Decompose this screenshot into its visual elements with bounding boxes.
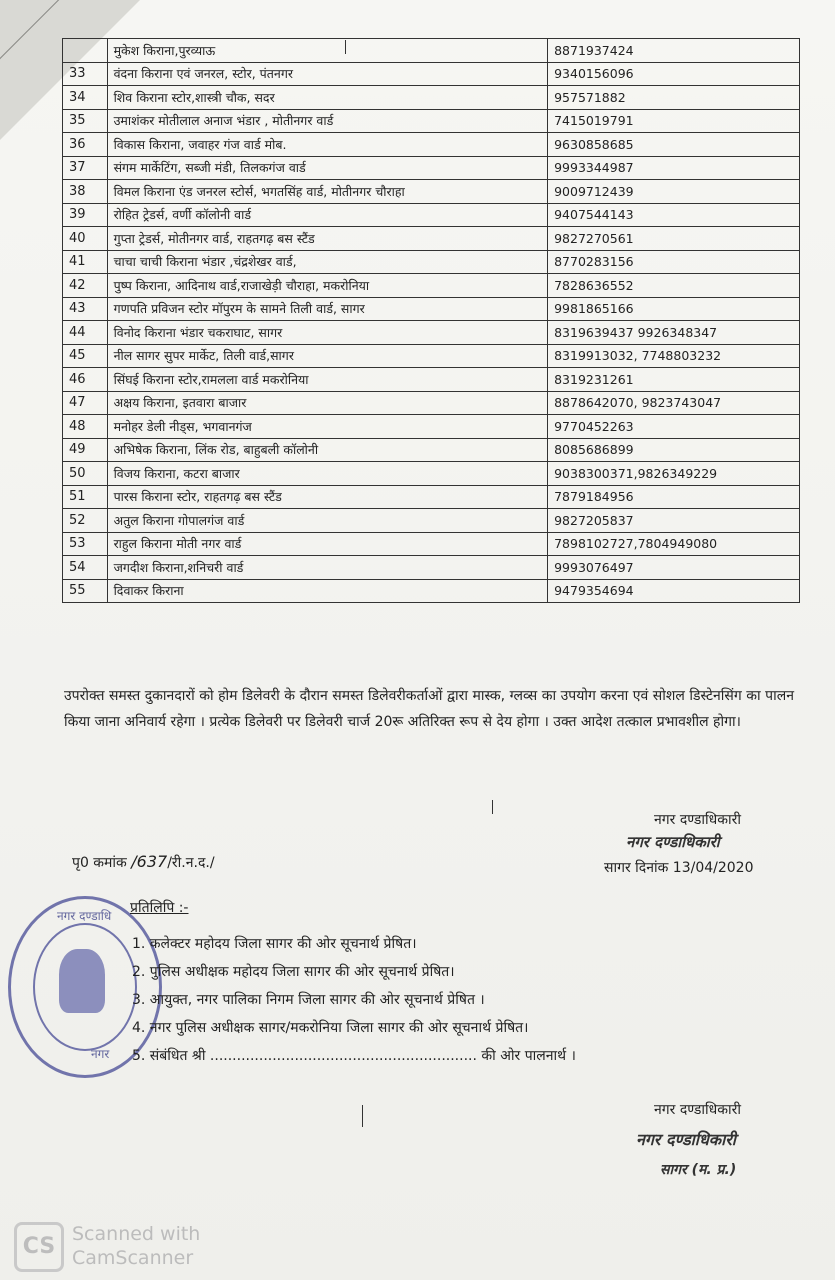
table-row (63, 62, 800, 86)
table-row (63, 274, 800, 298)
shop-name: संगम मार्केटिंग, सब्जी मंडी, तिलकगंज वार्ड (107, 156, 548, 180)
row-number: 42 (63, 274, 108, 298)
copy-to-item: 3. आयुक्त, नगर पालिका निगम जिला सागर की ओर सूचनार्थ प्रेषित । (132, 992, 485, 1008)
row-number: 35 (63, 109, 108, 133)
copy-to-item: 2. पुलिस अधीक्षक महोदय जिला सागर की ओर सूचनार्थ प्रेषित। (132, 964, 455, 980)
place-date-1: सागर दिनांक 13/04/2020 (604, 860, 754, 876)
shop-name: जगदीश किराना,शनिचरी वार्ड (107, 556, 548, 580)
shop-name: रोहित ट्रेडर्स, वर्णी कॉलोनी वार्ड (107, 203, 548, 227)
reference-number (72, 852, 215, 872)
phone-number: 8878642070, 9823743047 (548, 391, 800, 415)
table-row (63, 133, 800, 157)
row-number: 37 (63, 156, 108, 180)
phone-number: 8319639437 9926348347 (548, 321, 800, 345)
phone-number: 8770283156 (548, 250, 800, 274)
table-row (63, 156, 800, 180)
shop-name: अभिषेक किराना, लिंक रोड, बाहुबली कॉलोनी (107, 438, 548, 462)
row-number: 33 (63, 62, 108, 86)
phone-number: 9479354694 (548, 579, 800, 603)
shop-name: वंदना किराना एवं जनरल, स्टोर, पंतनगर (107, 62, 548, 86)
phone-number: 957571882 (548, 86, 800, 110)
table-row (63, 39, 800, 63)
table-row (63, 485, 800, 509)
shop-name: उमाशंकर मोतीलाल अनाज भंडार , मोतीनगर वार्ड (107, 109, 548, 133)
row-number: 46 (63, 368, 108, 392)
shop-name: मुकेश किराना,पुरव्याऊ (107, 39, 548, 63)
phone-number: 9038300371,9826349229 (548, 462, 800, 486)
phone-number: 9993344987 (548, 156, 800, 180)
phone-number: 9770452263 (548, 415, 800, 439)
row-number: 34 (63, 86, 108, 110)
row-number: 40 (63, 227, 108, 251)
copy-to-item: 1. कलेक्टर महोदय जिला सागर की ओर सूचनार्थ प्रेषित। (132, 936, 417, 952)
emblem-icon (59, 949, 105, 1013)
row-number: 52 (63, 509, 108, 533)
phone-number: 8319231261 (548, 368, 800, 392)
table-row (63, 415, 800, 439)
table-row (63, 297, 800, 321)
stamp-1: नगर दण्डाधिकारी (626, 833, 720, 851)
row-number: 55 (63, 579, 108, 603)
shop-name: अतुल किराना गोपालगंज वार्ड (107, 509, 548, 533)
table-row (63, 579, 800, 603)
shop-name: विकास किराना, जवाहर गंज वार्ड मोब. (107, 133, 548, 157)
shop-name: नील सागर सुपर मार्केट, तिली वार्ड,सागर (107, 344, 548, 368)
shop-name: गुप्ता ट्रेडर्स, मोतीनगर वार्ड, राहतगढ़ बस स्टैंड (107, 227, 548, 251)
table-row (63, 391, 800, 415)
signature-title-2: नगर दण्डाधिकारी (654, 1102, 741, 1118)
table-row (63, 227, 800, 251)
stamp-place-2: सागर (म. प्र.) (660, 1162, 737, 1178)
seal-text-bottom: नगर (91, 1047, 110, 1061)
phone-number: 7898102727,7804949080 (548, 532, 800, 556)
pen-mark (362, 1105, 363, 1127)
table-row (63, 532, 800, 556)
order-paragraph: उपरोक्त समस्त दुकानदारों को होम डिलेवरी के दौरान समस्त डिलेवरीकर्ताओं द्वारा मास्क, ग्लव्स का उपयोग करना एवं सोशल डिस्टेनसिंग का पालन किया जाना अनिवार्य रहेगा । प्रत्येक डिलेवरी पर डिलेवरी चार्ज 20रू अतिरिक्त रूप से देय होगा । उक्त आदेश तत्काल प्रभावशील होगा। (64, 688, 794, 730)
stamp-2: नगर दण्डाधिकारी (636, 1130, 736, 1149)
row-number: 54 (63, 556, 108, 580)
phone-number: 9340156096 (548, 62, 800, 86)
phone-number: 9993076497 (548, 556, 800, 580)
shop-name: विजय किराना, कटरा बाजार (107, 462, 548, 486)
reference-suffix: /री.न.द./ (167, 855, 215, 871)
table-row (63, 438, 800, 462)
row-number: 49 (63, 438, 108, 462)
camscanner-logo: CS (14, 1222, 64, 1272)
shop-name: शिव किराना स्टोर,शास्त्री चौक, सदर (107, 86, 548, 110)
row-number: 48 (63, 415, 108, 439)
phone-number: 9630858685 (548, 133, 800, 157)
shop-name: पुष्प किराना, आदिनाथ वार्ड,राजाखेड़ी चौराहा, मकरोनिया (107, 274, 548, 298)
row-number: 47 (63, 391, 108, 415)
phone-number: 7828636552 (548, 274, 800, 298)
shop-name: राहुल किराना मोती नगर वार्ड (107, 532, 548, 556)
table-row (63, 109, 800, 133)
shop-name: विनोद किराना भंडार चकराघाट, सागर (107, 321, 548, 345)
row-number: 43 (63, 297, 108, 321)
shop-name: दिवाकर किराना (107, 579, 548, 603)
row-number: 39 (63, 203, 108, 227)
table-row (63, 321, 800, 345)
reference-label: पृ0 कमांक (72, 855, 127, 871)
copy-to-list (132, 930, 576, 1070)
phone-number: 8319913032, 7748803232 (548, 344, 800, 368)
row-number: 38 (63, 180, 108, 204)
phone-number: 9407544143 (548, 203, 800, 227)
shop-name: गणपति प्रविजन स्टोर मॉपुरम के सामने तिली वार्ड, सागर (107, 297, 548, 321)
table-row (63, 250, 800, 274)
copy-to-item: 5. संबंधित श्री ............................................................ की ओर पालनार्थ । (132, 1048, 576, 1064)
row-number: 41 (63, 250, 108, 274)
table-row (63, 203, 800, 227)
seal-text-top: नगर दण्डाधि (57, 909, 112, 923)
shop-name: विमल किराना एंड जनरल स्टोर्स, भगतसिंह वार्ड, मोतीनगर चौराहा (107, 180, 548, 204)
shop-name: सिंघई किराना स्टोर,रामलला वार्ड मकरोनिया (107, 368, 548, 392)
copy-to-item: 4. नगर पुलिस अधीक्षक सागर/मकरोनिया जिला सागर की ओर सूचनार्थ प्रेषित। (132, 1020, 529, 1036)
row-number: 44 (63, 321, 108, 345)
row-number: 50 (63, 462, 108, 486)
shop-name: चाचा चाची किराना भंडार ,चंद्रशेखर वार्ड, (107, 250, 548, 274)
shop-name: पारस किराना स्टोर, राहतगढ़ बस स्टैंड (107, 485, 548, 509)
phone-number: 9827205837 (548, 509, 800, 533)
shop-name: मनोहर डेली नीड्स, भगवानगंज (107, 415, 548, 439)
phone-number: 9009712439 (548, 180, 800, 204)
phone-number: 8085686899 (548, 438, 800, 462)
shop-name: अक्षय किराना, इतवारा बाजार (107, 391, 548, 415)
copy-to-heading: प्रतिलिपि :- (130, 900, 189, 916)
row-number: 51 (63, 485, 108, 509)
watermark-line-1: Scanned with (72, 1223, 201, 1245)
watermark-line-2: CamScanner (72, 1247, 194, 1269)
camscanner-watermark (72, 1222, 200, 1270)
table-row (63, 368, 800, 392)
signature-title-1: नगर दण्डाधिकारी (654, 812, 741, 828)
pen-mark (492, 800, 493, 814)
row-number (63, 39, 108, 63)
table-row (63, 344, 800, 368)
phone-number: 7879184956 (548, 485, 800, 509)
shop-table (62, 38, 800, 603)
table-row (63, 86, 800, 110)
row-number: 53 (63, 532, 108, 556)
table-row (63, 509, 800, 533)
phone-number: 9981865166 (548, 297, 800, 321)
table-row (63, 462, 800, 486)
phone-number: 7415019791 (548, 109, 800, 133)
table-row (63, 180, 800, 204)
phone-number: 8871937424 (548, 39, 800, 63)
row-number: 36 (63, 133, 108, 157)
table-row (63, 556, 800, 580)
reference-handwritten: /637 (131, 852, 168, 871)
row-number: 45 (63, 344, 108, 368)
pen-mark (345, 40, 346, 54)
phone-number: 9827270561 (548, 227, 800, 251)
